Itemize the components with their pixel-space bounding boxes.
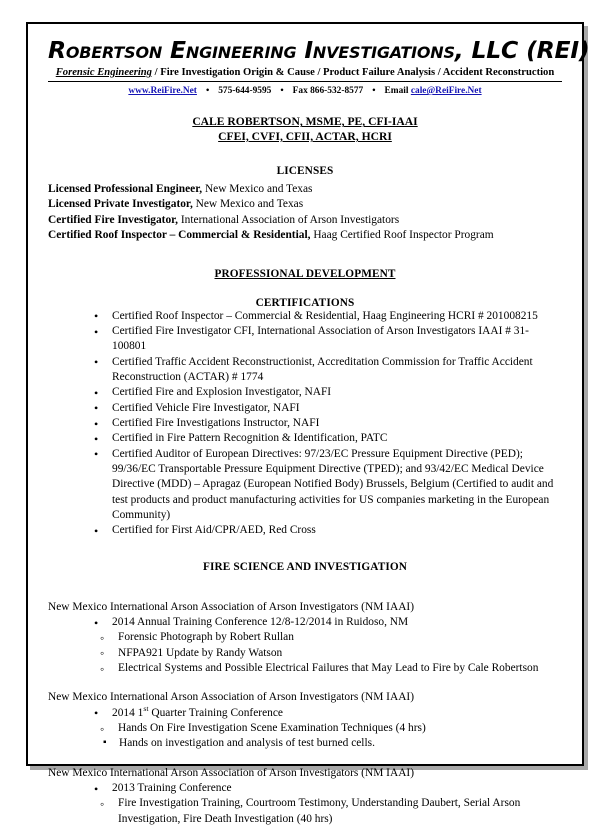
certification-item: • Certified Vehicle Fire Investigator, NAFI: [90, 401, 562, 416]
certification-item: • Certified in Fire Pattern Recognition & Identification, PATC: [90, 431, 562, 446]
conference-item: • 2013 Training Conference: [90, 781, 562, 796]
professional-development-heading: PROFESSIONAL DEVELOPMENT: [214, 267, 396, 280]
certification-item: • Certified Fire and Explosion Investigator, NAFI: [90, 385, 562, 400]
fax-number: Fax 866-532-8577: [292, 86, 364, 97]
candidate-name: CALE ROBERTSON, MSME, PE, CFI-IAAI: [192, 115, 418, 129]
phone-number: 575-644-9595: [218, 86, 272, 97]
candidate-credentials: CFEI, CVFI, CFII, ACTAR, HCRI: [218, 129, 392, 143]
letterhead: [48, 36, 590, 97]
contact-separator-3: •: [372, 86, 376, 97]
license-label: Licensed Professional Engineer,: [48, 182, 203, 195]
ordinal-suffix: st: [143, 703, 149, 713]
subtopic-item: ▪ Hands on investigation and analysis of test burned cells.: [98, 736, 562, 751]
topic-item: ◦ Fire Investigation Training, Courtroom Testimony, Understanding Daubert, Serial Arson Investigation, Fire Death Investigation (40 hrs): [96, 796, 562, 827]
topic-item: ◦ Forensic Photograph by Robert Rullan: [96, 630, 562, 645]
organization-name: New Mexico International Arson Association of Arson Investigators (NM IAAI): [48, 691, 415, 704]
conference-item: • 2014 Annual Training Conference 12/8-12/2014 in Ruidoso, NM: [90, 615, 562, 630]
fire-science-heading: FIRE SCIENCE AND INVESTIGATION: [203, 560, 407, 573]
license-detail: International Association of Arson Investigators: [178, 213, 400, 226]
email-label: Email: [384, 86, 411, 97]
certification-item: • Certified Auditor of European Directives: 97/23/EC Pressure Equipment Directive (PED); 99/36/EC Transportable Pressure Equipment Directive (TPED); and 93/42/EC Medical Device Directive (MDD) – Apragaz (European Notified Body) Brussels, Belgium (Certified to audit and test products and product manufacturing activities for US companies marketing in the European Community): [90, 447, 562, 524]
license-label: Licensed Private Investigator,: [48, 198, 193, 211]
subtopic-list: [48, 736, 562, 751]
certification-item: • Certified Fire Investigator CFI, International Association of Arson Investigators IAAI # 31-100801: [90, 324, 562, 355]
certifications-heading: CERTIFICATIONS: [255, 296, 355, 309]
website-link[interactable]: www.ReiFire.Net: [128, 86, 197, 97]
organization-name: New Mexico International Arson Association of Arson Investigators (NM IAAI): [48, 600, 415, 613]
license-detail: New Mexico and Texas: [202, 182, 313, 195]
certification-item: • Certified Traffic Accident Reconstructionist, Accreditation Commission for Traffic Accident Reconstruction (ACTAR) # 1774: [90, 355, 562, 386]
page-content: [28, 24, 590, 827]
email-link[interactable]: cale@ReiFire.Net: [410, 86, 482, 97]
letterhead-divider: [48, 81, 562, 82]
topic-list: [48, 796, 562, 827]
tagline-forensic-engineering: Forensic Engineering: [55, 66, 152, 78]
certification-item: • Certified Roof Inspector – Commercial & Residential, Haag Engineering HCRI # 201008215: [90, 309, 562, 324]
training-group: [48, 600, 562, 677]
document-page: [26, 22, 590, 825]
company-tagline: [48, 66, 562, 79]
contact-separator-2: •: [280, 86, 284, 97]
certification-item: • Certified for First Aid/CPR/AED, Red Cross: [90, 523, 562, 538]
topic-list: [48, 721, 562, 736]
candidate-name-block: [48, 115, 562, 145]
conference-list: [48, 703, 562, 721]
license-detail: Haag Certified Roof Inspector Program: [310, 229, 494, 242]
license-label: Certified Roof Inspector – Commercial & Residential,: [48, 229, 311, 242]
license-label: Certified Fire Investigator,: [48, 213, 179, 226]
company-title: Robertson Engineering Investigations, LLC (REI): [48, 36, 590, 64]
license-row: [48, 197, 562, 213]
license-detail: New Mexico and Texas: [192, 198, 304, 211]
tagline-services: / Fire Investigation Origin & Cause / Product Failure Analysis / Accident Reconstruction: [151, 66, 555, 78]
contact-line: [48, 86, 562, 96]
training-group: [48, 690, 562, 751]
topic-item: ◦ NFPA921 Update by Randy Watson: [96, 646, 562, 661]
conference-list: [48, 781, 562, 796]
license-row: [48, 228, 562, 244]
license-row: [48, 182, 562, 198]
licenses-heading: LICENSES: [276, 164, 334, 177]
training-group: [48, 766, 562, 827]
licenses-list: [48, 182, 562, 244]
topic-item: ◦ Electrical Systems and Possible Electrical Failures that May Lead to Fire by Cale Robertson: [96, 661, 562, 676]
conference-item: [90, 703, 562, 721]
conference-list: [48, 615, 562, 630]
conference-year: 2014 1: [112, 706, 144, 719]
certifications-list: [48, 309, 562, 539]
topic-item: ◦ Hands On Fire Investigation Scene Examination Techniques (4 hrs): [96, 721, 562, 736]
conference-name: Quarter Training Conference: [148, 706, 283, 719]
organization-name: New Mexico International Arson Association of Arson Investigators (NM IAAI): [48, 766, 415, 779]
topic-list: [48, 630, 562, 676]
contact-separator-1: •: [205, 86, 210, 97]
license-row: [48, 213, 562, 229]
certification-item: • Certified Fire Investigations Instructor, NAFI: [90, 416, 562, 431]
